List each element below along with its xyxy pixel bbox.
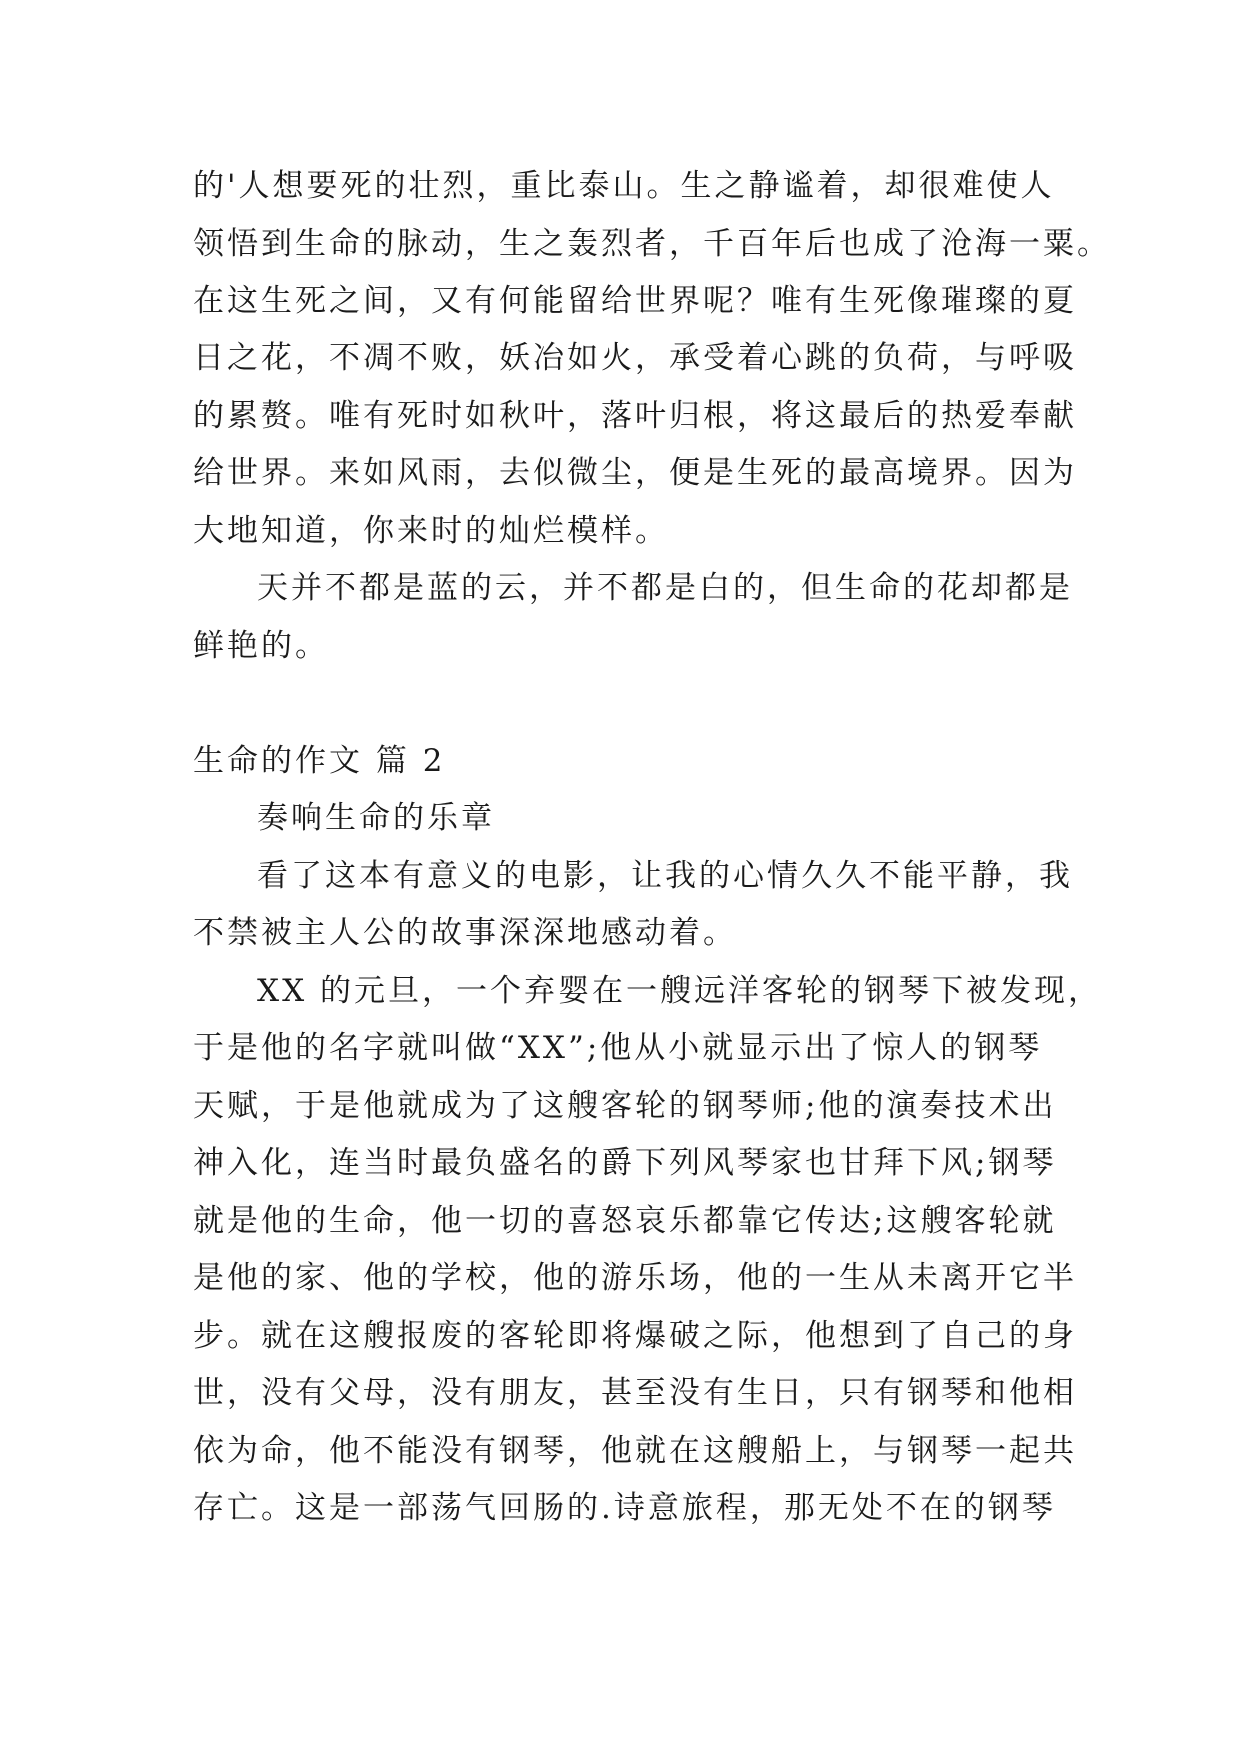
paragraph-line: 领悟到生命的脉动，生之轰烈者，千百年后也成了沧海一粟。	[193, 226, 1111, 262]
essay-title: 奏响生命的乐章	[257, 800, 495, 836]
paragraph-line: 日之花，不凋不败，妖冶如火，承受着心跳的负荷，与呼吸	[193, 340, 1077, 376]
paragraph-line: 神入化，连当时最负盛名的爵下列风琴家也甘拜下风;钢琴	[193, 1145, 1057, 1181]
paragraph-line: 于是他的名字就叫做“XX”;他从小就显示出了惊人的钢琴	[193, 1030, 1043, 1066]
paragraph-line: 的累赘。唯有死时如秋叶，落叶归根，将这最后的热爱奉献	[193, 398, 1077, 434]
paragraph-line: 天并不都是蓝的云，并不都是白的，但生命的花却都是	[257, 570, 1073, 606]
paragraph-line: 存亡。这是一部荡气回肠的.诗意旅程，那无处不在的钢琴	[193, 1490, 1056, 1526]
paragraph-line: 大地知道，你来时的灿烂模样。	[193, 513, 669, 549]
paragraph-line: 就是他的生命，他一切的喜怒哀乐都靠它传达;这艘客轮就	[193, 1203, 1057, 1239]
paragraph-line: 世，没有父母，没有朋友，甚至没有生日，只有钢琴和他相	[193, 1375, 1077, 1411]
paragraph-line: 依为命，他不能没有钢琴，他就在这艘船上，与钢琴一起共	[193, 1433, 1077, 1469]
paragraph-line: 步。就在这艘报废的客轮即将爆破之际，他想到了自己的身	[193, 1318, 1077, 1354]
paragraph-line: 的'人想要死的壮烈，重比泰山。生之静谧着，却很难使人	[193, 168, 1055, 204]
paragraph-line: 鲜艳的。	[193, 628, 329, 664]
paragraph-line: 在这生死之间，又有何能留给世界呢？唯有生死像璀璨的夏	[193, 283, 1077, 319]
paragraph-line: 给世界。来如风雨，去似微尘，便是生死的最高境界。因为	[193, 455, 1077, 491]
paragraph-line: 看了这本有意义的电影，让我的心情久久不能平静，我	[257, 858, 1073, 894]
paragraph-line: XX 的元旦，一个弃婴在一艘远洋客轮的钢琴下被发现，	[257, 973, 1102, 1009]
paragraph-line: 天赋，于是他就成为了这艘客轮的钢琴师;他的演奏技术出	[193, 1088, 1057, 1124]
section-heading: 生命的作文 篇 2	[193, 743, 446, 779]
paragraph-line: 不禁被主人公的故事深深地感动着。	[193, 915, 737, 951]
paragraph-line: 是他的家、他的学校，他的游乐场，他的一生从未离开它半	[193, 1260, 1077, 1296]
